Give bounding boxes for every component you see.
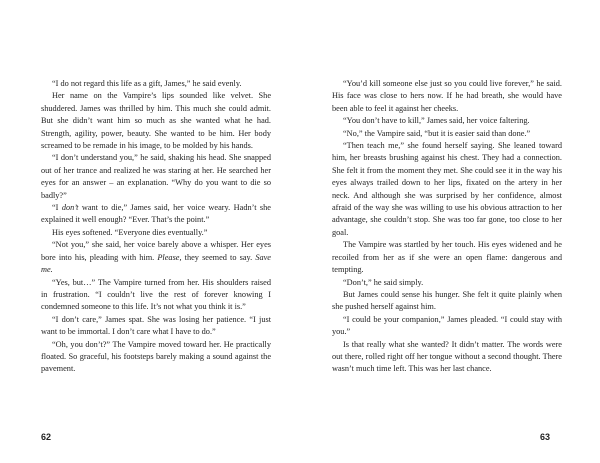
text-run: The Vampire was startled by her touch. His eyes widened and he recoiled from her as if she were an open flame: dangerous and tempting. xyxy=(332,240,562,275)
text-run: “I could be your companion,” James pleaded. “I could stay with you.” xyxy=(332,314,562,337)
left-page-number: 62 xyxy=(41,432,52,442)
text-run: “Yes, but…” The Vampire turned from her. His shoulders raised in frustration. “I couldn’t live the rest of forever knowing I condemned someone to this life. It’s not what you think it is.” xyxy=(41,277,271,312)
text-run: But James could sense his hunger. She felt it quite plainly when she pushed herself against him. xyxy=(332,289,562,312)
text-run: “I don’t care,” James spat. She was losing her patience. “I just want to be immortal. I don’t care what I have to do.” xyxy=(41,314,271,337)
italic-text: Save me. xyxy=(41,252,271,275)
paragraph xyxy=(41,202,271,227)
paragraph xyxy=(332,314,562,339)
text-run: “No,” the Vampire said, “but it is easier said than done.” xyxy=(343,128,531,138)
paragraph xyxy=(332,277,562,289)
paragraph xyxy=(41,227,271,239)
text-run: His eyes softened. “Everyone dies eventually.” xyxy=(52,227,208,237)
paragraph xyxy=(332,140,562,239)
paragraph xyxy=(41,277,271,314)
text-run: Is that really what she wanted? It didn’t matter. The words were out there, rolled right off her tongue without a second thought. There wasn’t much time left. This was her last chance. xyxy=(332,339,562,374)
text-run: “You’d kill someone else just so you could live forever,” he said. His face was close to hers now. If he had breath, she would have been able to feel it against her cheeks. xyxy=(332,79,562,113)
paragraph xyxy=(332,239,562,276)
paragraph xyxy=(41,152,271,202)
paragraph xyxy=(332,339,562,376)
text-run: “I don’t understand you,” he said, shaking his head. She snapped out of her trance and realized he was staring at her. He searched her eyes for an answer – an explanation. “Why do you want to die so badly?” xyxy=(41,153,271,200)
text-run: “Oh, you don’t?” The Vampire moved toward her. He practically floated. So graceful, his footsteps barely making a sound against the pavement. xyxy=(41,339,271,374)
text-run: “I xyxy=(52,203,62,213)
paragraph xyxy=(332,289,562,314)
paragraph xyxy=(41,314,271,339)
right-page-number: 63 xyxy=(540,432,551,442)
right-page-text xyxy=(332,78,562,376)
text-run: “Don’t,” he said simply. xyxy=(343,277,424,287)
text-run: want to die,” James said, her voice weary. Hadn’t she explained it well enough? “Ever. That’s the point.” xyxy=(41,203,271,225)
text-run: “Then teach me,” she found herself saying. She leaned toward him, her breasts brushing against his chest. They had a connection. She felt it from the moment they met. She could see it in the way his eyes always trailed down to her lips, fixated on the artery in her neck. And although she was surprised by her confidence, almost afraid of the way she was willing to use his obvious attraction to her advantage, she couldn’t stop. She was too far gone, too close to her goal. xyxy=(332,141,562,237)
paragraph xyxy=(41,78,271,90)
text-run: “You don’t have to kill,” James said, her voice faltering. xyxy=(343,116,530,126)
paragraph xyxy=(41,90,271,152)
paragraph xyxy=(332,128,562,140)
text-run: “I do not regard this life as a gift, James,” he said evenly. xyxy=(52,79,242,88)
text-run: they seemed to say. xyxy=(181,252,256,262)
text-run: Her name on the Vampire’s lips sounded like velvet. She shuddered. James was thrilled by him. This much she could admit. But she didn’t want him so much as she wanted what he had. Strength, agility, power, beauty. She wanted to be him. Her body screamed to be remade in his image, to be molded by his hands. xyxy=(41,91,271,151)
paragraph xyxy=(41,239,271,276)
italic-text: don’t xyxy=(61,203,79,213)
paragraph xyxy=(41,339,271,376)
paragraph xyxy=(332,115,562,127)
paragraph xyxy=(332,78,562,115)
left-page-text xyxy=(41,78,271,376)
text-run: “Not you,” she said, her voice barely above a whisper. Her eyes bore into his, pleading with him. xyxy=(41,240,271,262)
italic-text: Please, xyxy=(157,252,182,262)
